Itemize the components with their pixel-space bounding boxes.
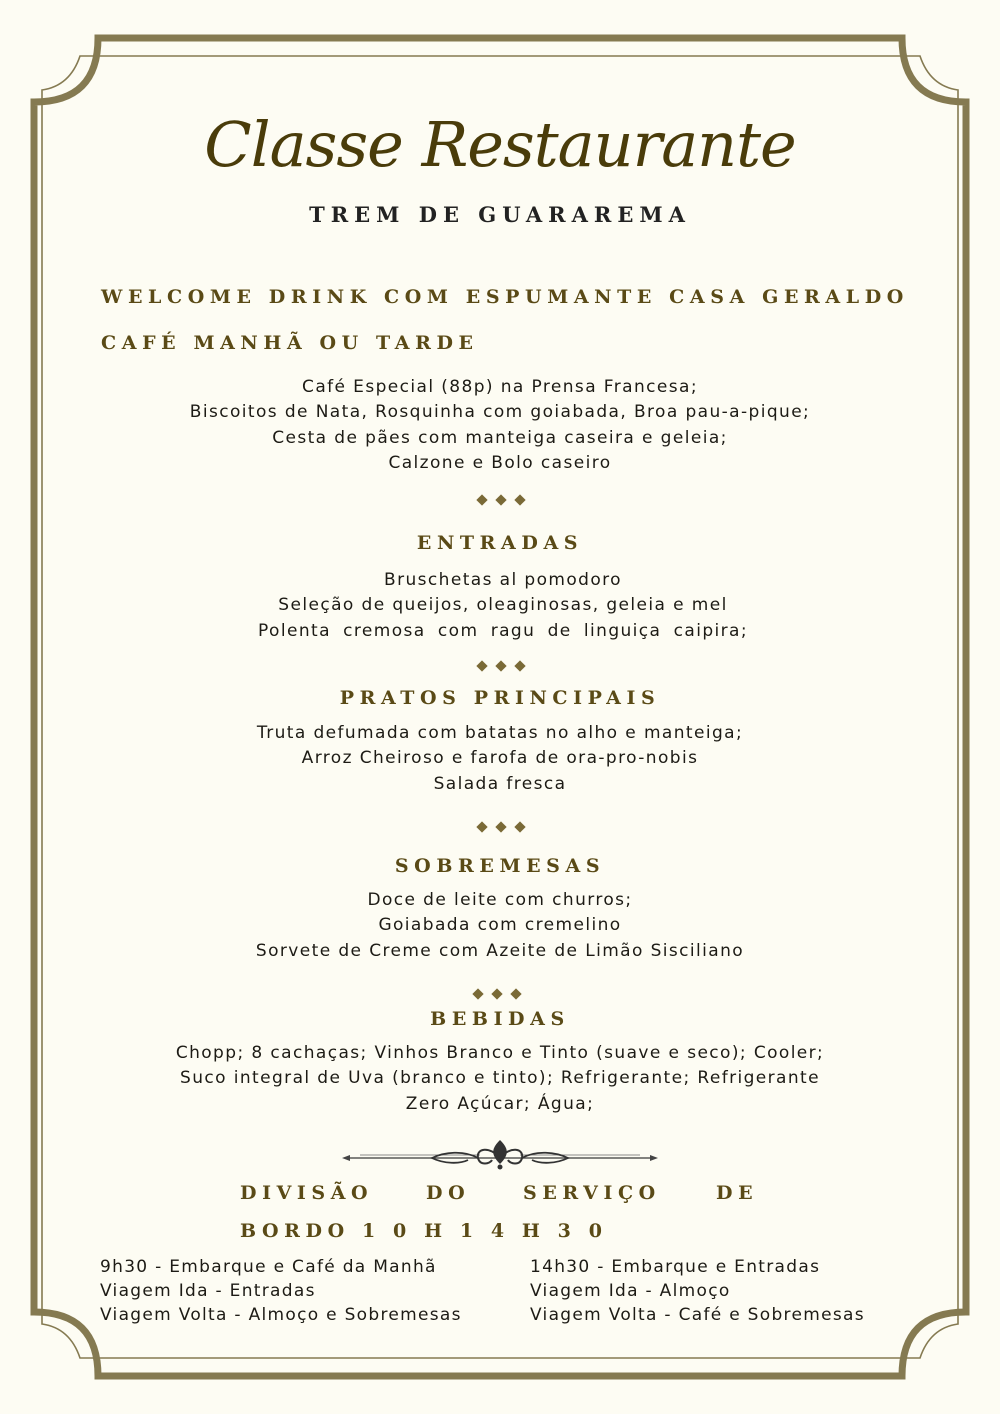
menu-item: Doce de leite com churros; <box>367 890 633 910</box>
menu-item: Café Especial (88p) na Prensa Francesa; <box>302 377 698 397</box>
sobremesas-heading: SOBREMESAS <box>394 855 606 877</box>
bebidas-heading: BEBIDAS <box>430 1008 570 1030</box>
restaurant-subtitle: TREM DE GUARAREMA <box>309 202 691 227</box>
menu-item: Goiabada com cremelino <box>378 915 622 936</box>
menu-item: Calzone e Bolo caseiro <box>388 452 612 473</box>
divisao-word: DO <box>426 1182 471 1204</box>
menu-item: Chopp; 8 cachaças; Vinhos Branco e Tinto (suave e seco); Cooler; <box>175 1043 825 1063</box>
cafe-heading: CAFÉ MANHÃ OU TARDE <box>101 332 479 354</box>
welcome-drink-heading: WELCOME DRINK COM ESPUMANTE CASA GERALDO <box>101 286 909 308</box>
divisao-word: SERVIÇO <box>523 1182 661 1204</box>
schedule-line: Viagem Ida - Almoço <box>530 1281 731 1301</box>
menu-item: Salada fresca <box>433 773 567 794</box>
menu-item: Seleção de queijos, oleaginosas, geleia e mel <box>278 595 728 616</box>
menu-item: Cesta de pães com manteiga caseira e geleia; <box>272 427 728 448</box>
divisao-word: DIVISÃO <box>240 1182 374 1204</box>
schedule-line: 14h30 - Embarque e Entradas <box>530 1257 821 1277</box>
cafe-items <box>0 375 1000 476</box>
menu-item: Bruschetas al pomodoro <box>384 570 622 590</box>
schedule-line: Viagem Volta - Café e Sobremesas <box>530 1305 865 1325</box>
menu-item: Sorvete de Creme com Azeite de Limão Sisciliano <box>255 940 745 961</box>
menu-item: Zero Açúcar; Água; <box>405 1093 595 1114</box>
divisao-heading <box>240 1182 759 1208</box>
menu-item: Truta defumada com batatas no alho e manteiga; <box>256 723 744 743</box>
entradas-heading: ENTRADAS <box>416 532 584 554</box>
entradas-items <box>258 568 748 644</box>
divisao-heading-line2: BORDO 1 0 H 1 4 H 3 0 <box>240 1220 608 1242</box>
divisao-word: DE <box>716 1182 759 1204</box>
diamond-separator <box>0 496 1000 508</box>
bebidas-items <box>0 1041 1000 1117</box>
menu-item: Biscoitos de Nata, Rosquinha com goiabada, Broa pau-a-pique; <box>189 402 811 423</box>
diamond-separator <box>0 990 1000 1002</box>
sobremesas-items <box>0 888 1000 964</box>
diamond-separator <box>0 823 1000 835</box>
menu-item: Arroz Cheiroso e farofa de ora-pro-nobis <box>301 748 699 769</box>
schedule-afternoon <box>530 1255 865 1327</box>
schedule-line: Viagem Ida - Entradas <box>100 1281 316 1301</box>
menu-item: Suco integral de Uva (branco e tinto); Refrigerante; Refrigerante <box>180 1068 820 1089</box>
menu-item: Polenta cremosa com ragu de linguiça caipira; <box>258 620 748 641</box>
schedule-line: Viagem Volta - Almoço e Sobremesas <box>100 1305 462 1325</box>
pratos-items <box>0 721 1000 797</box>
diamond-separator <box>0 662 1000 674</box>
schedule-morning <box>100 1255 462 1327</box>
ornament-divider-icon <box>340 1134 660 1174</box>
pratos-heading: PRATOS PRINCIPAIS <box>339 687 661 709</box>
schedule-line: 9h30 - Embarque e Café da Manhã <box>100 1257 437 1277</box>
restaurant-title: Classe Restaurante <box>204 108 796 181</box>
